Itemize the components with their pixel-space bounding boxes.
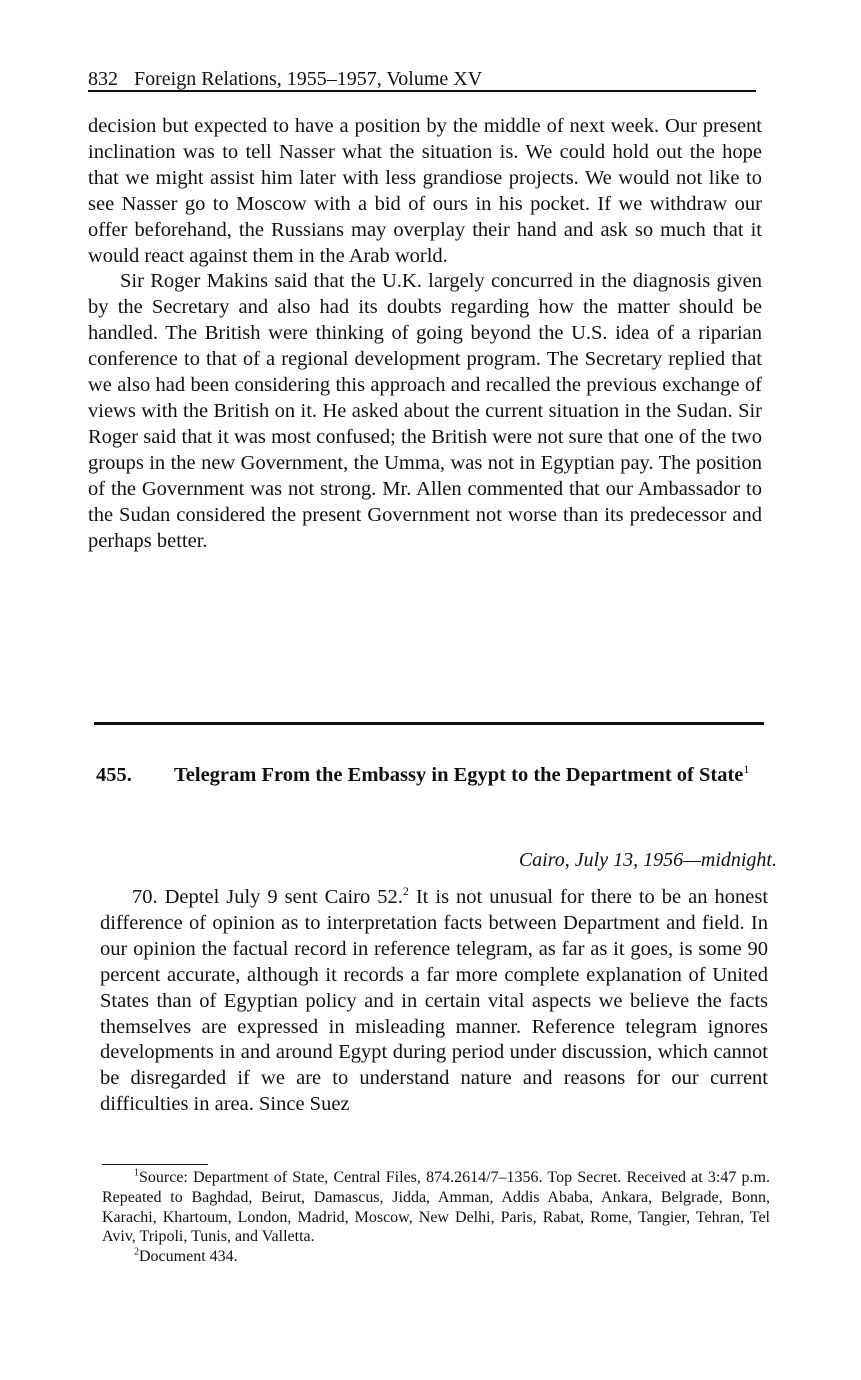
- document-title-text: Telegram From the Embassy in Egypt to the Department of State: [174, 764, 744, 786]
- footnote-2-marker: 2: [134, 1246, 139, 1258]
- telegram-body: [100, 885, 768, 1118]
- footnote-divider: [102, 1164, 208, 1165]
- continued-memorandum-text: [88, 114, 762, 554]
- page-number: 832: [88, 68, 118, 90]
- telegram-body-start: 70. Deptel July 9 sent Cairo 52.: [132, 886, 403, 908]
- footnote-2-text: Document 434.: [139, 1248, 238, 1266]
- running-header: [88, 68, 756, 92]
- running-title: Foreign Relations, 1955–1957, Volume XV: [134, 68, 483, 90]
- footnote-1: [102, 1168, 770, 1247]
- paragraph-makins: Sir Roger Makins said that the U.K. largely concurred in the diagnosis given by the Secretary and also had its doubts regarding how the matter should be handled. The British were thinking of going beyond the U.S. idea of a riparian conference to that of a regional development program. The Secretary replied that we also had been considering this approach and recalled the previous exchange of views with the British on it. He asked about the current situation in the Sudan. Sir Roger said that it was most confused; the British were not sure that one of the two groups in the new Government, the Umma, was not in Egyptian pay. The position of the Government was not strong. Mr. Allen commented that our Ambassador to the Sudan considered the present Government not worse than its predecessor and perhaps better.: [88, 270, 762, 552]
- document-title: [174, 761, 764, 790]
- paragraph-continued: decision but expected to have a position by the middle of next week. Our present inclination was to tell Nasser what the situation is. We could hold out the hope that we might assist him later with less grandiose projects. We would not like to see Nasser go to Moscow with a bid of ours in his pocket. If we withdraw our offer beforehand, the Russians may overplay their hand and ask so much that it would react against them in the Arab world.: [88, 115, 762, 267]
- footnote-2: [102, 1247, 770, 1267]
- footnote-1-marker: 1: [134, 1167, 139, 1179]
- dateline: Cairo, July 13, 1956—midnight.: [518, 849, 777, 871]
- document-number: 455.: [96, 764, 132, 786]
- footnote-ref-2: 2: [402, 884, 409, 899]
- telegram-body-rest: It is not unusual for there to be an honest difference of opinion as to interpretation facts between Department and field. In our opinion the factual record in reference telegram, as far as it goes, is some 90 percent accurate, although it records a far more complete explanation of United States than of Egyptian policy and in certain vital aspects we believe the facts themselves are expressed in misleading manner. Reference telegram ignores developments in and around Egypt during period under discussion, which cannot be disregarded if we are to understand nature and reasons for our current difficulties in area. Since Suez: [100, 886, 769, 1116]
- section-divider: [94, 722, 764, 725]
- footnotes: [102, 1168, 770, 1267]
- footnote-1-text: Source: Department of State, Central Files, 874.2614/7–1356. Top Secret. Received at 3:47 p.m. Repeated to Baghdad, Beirut, Damascus, Jidda, Amman, Addis Ababa, Ankara, Belgrade, Bonn, Karachi, Khartoum, London, Madrid, Moscow, New Delhi, Paris, Rabat, Rome, Tangier, Tehran, Tel Aviv, Tripoli, Tunis, and Valletta.: [102, 1169, 770, 1246]
- footnote-ref-1: 1: [743, 762, 750, 777]
